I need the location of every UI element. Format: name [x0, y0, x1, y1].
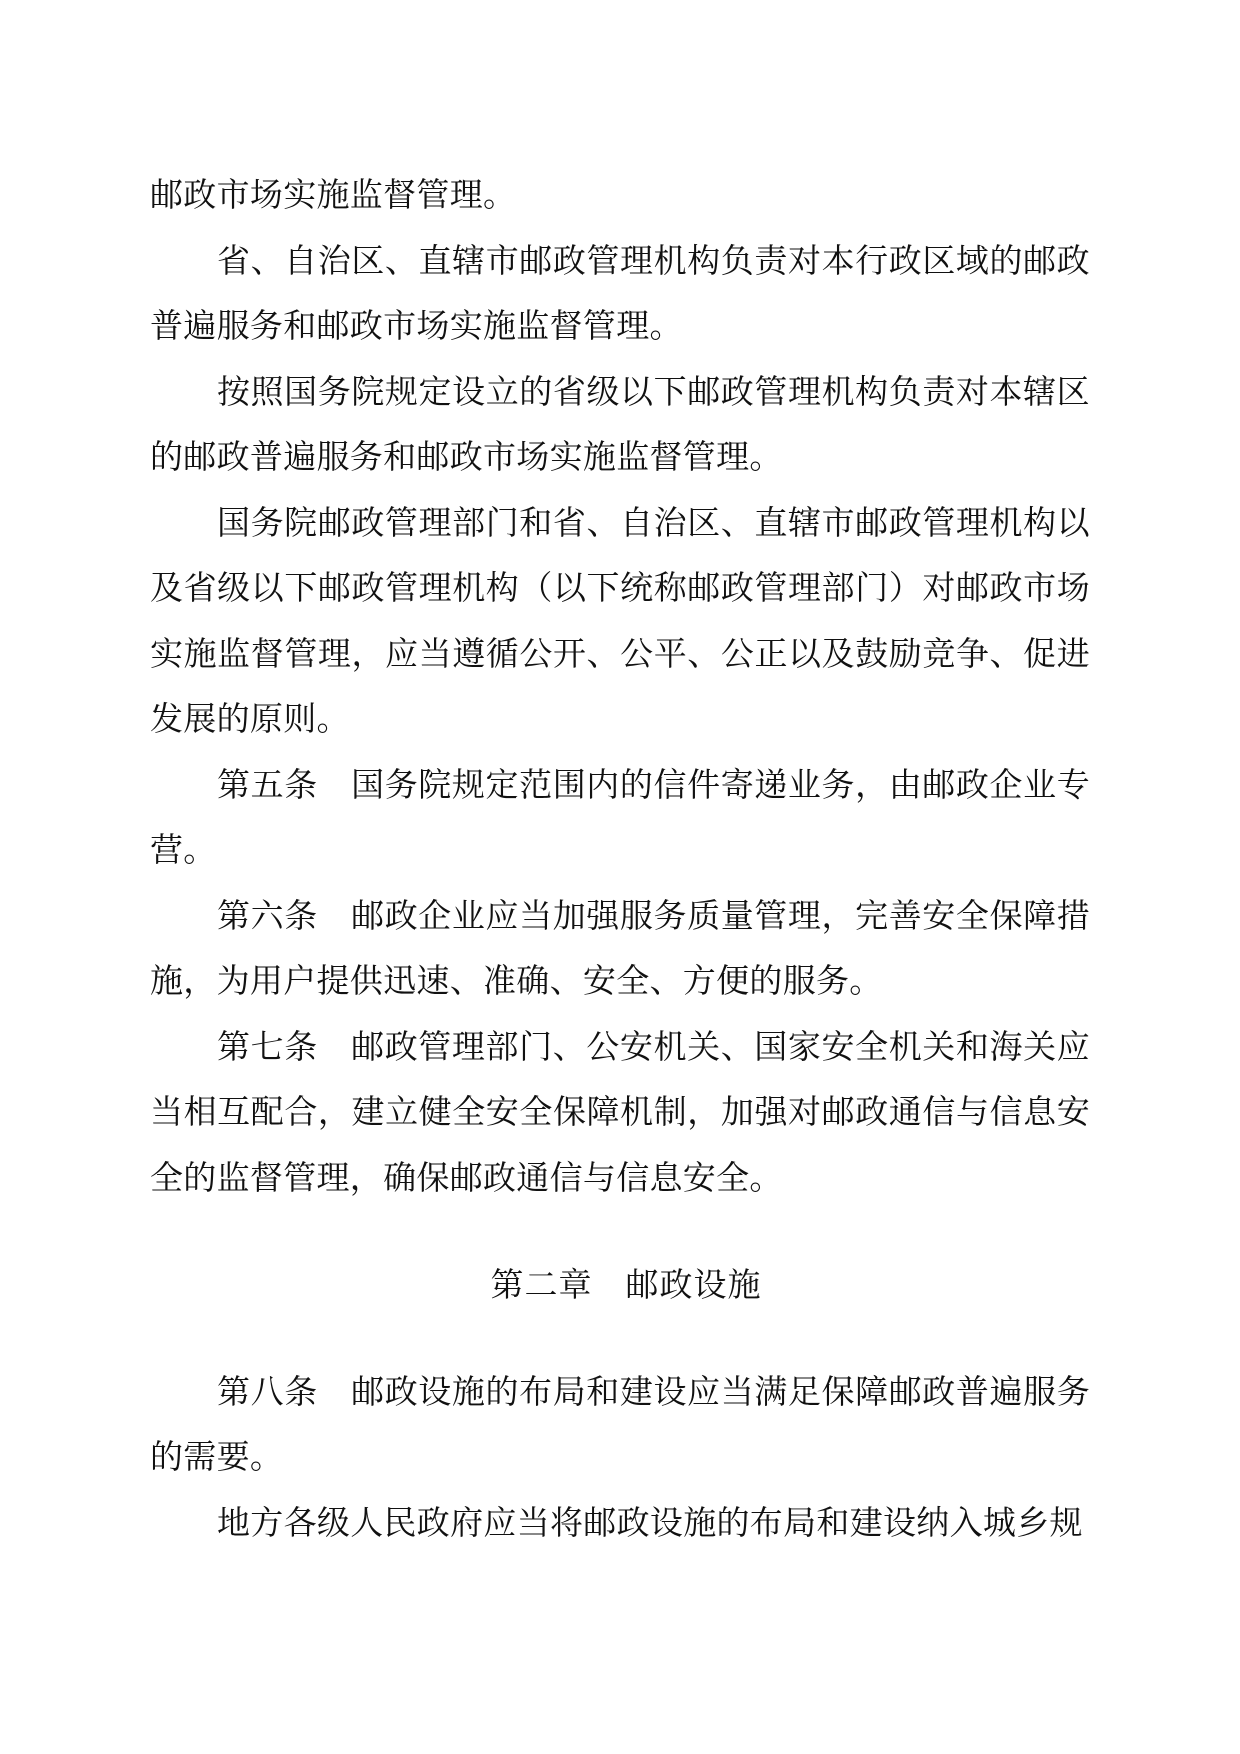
article-number: 第六条	[217, 895, 318, 935]
article-8	[150, 1359, 1090, 1490]
article-text: 国务院规定范围内的信件寄递业务，由邮政企业专营。	[150, 764, 1090, 869]
article-text: 邮政设施的布局和建设应当满足保障邮政普遍服务的需要。	[150, 1371, 1090, 1476]
document-body	[150, 162, 1090, 1555]
chapter-number: 第二章	[490, 1265, 593, 1304]
article-5	[150, 752, 1090, 883]
paragraph-supervision-principles: 国务院邮政管理部门和省、自治区、直辖市邮政管理机构以及省级以下邮政管理机构（以下统称邮政管理部门）对邮政市场实施监督管理，应当遵循公开、公平、公正以及鼓励竞争、促进发展的原则。	[150, 502, 1090, 738]
paragraph-sub-provincial-agencies: 按照国务院规定设立的省级以下邮政管理机构负责对本辖区的邮政普遍服务和邮政市场实施监督管理。	[150, 371, 1090, 476]
chapter-title: 邮政设施	[625, 1265, 762, 1304]
article-number: 第八条	[217, 1371, 318, 1411]
chapter-heading	[150, 1252, 1090, 1318]
paragraph-continuation: 邮政市场实施监督管理。	[150, 175, 517, 214]
article-number: 第七条	[217, 1026, 318, 1066]
paragraph-provincial-agencies: 省、自治区、直辖市邮政管理机构负责对本行政区域的邮政普遍服务和邮政市场实施监督管理。	[150, 240, 1090, 345]
article-6	[150, 883, 1090, 1014]
article-text: 邮政管理部门、公安机关、国家安全机关和海关应当相互配合，建立健全安全保障机制，加强对邮政通信与信息安全的监督管理，确保邮政通信与信息安全。	[150, 1026, 1090, 1197]
article-7	[150, 1014, 1090, 1211]
article-number: 第五条	[217, 764, 318, 804]
article-text: 邮政企业应当加强服务质量管理，完善安全保障措施，为用户提供迅速、准确、安全、方便的服务。	[150, 895, 1090, 1000]
paragraph-local-government: 地方各级人民政府应当将邮政设施的布局和建设纳入城乡规	[217, 1502, 1083, 1542]
